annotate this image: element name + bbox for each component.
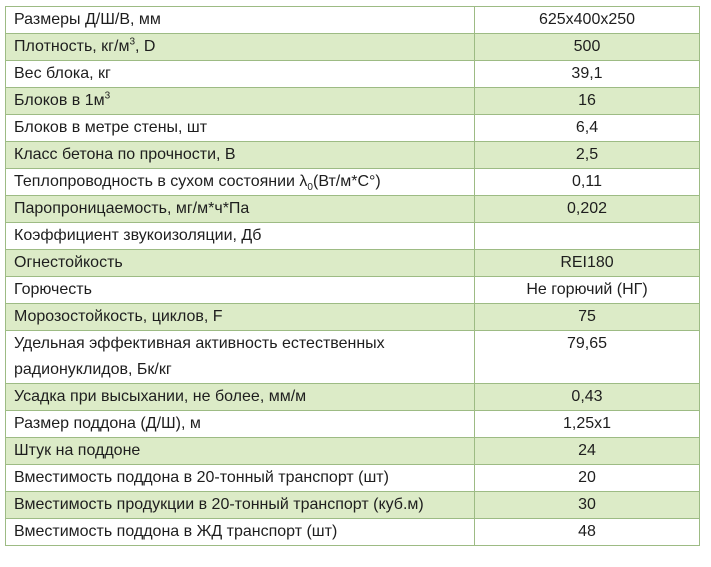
value-cell: 2,5 — [475, 142, 700, 169]
table-row — [6, 331, 700, 384]
value-cell: 6,4 — [475, 115, 700, 142]
table-row — [6, 34, 700, 61]
table-row — [6, 304, 700, 331]
table-row — [6, 411, 700, 438]
specifications-table — [5, 6, 700, 546]
value-cell: 500 — [475, 34, 700, 61]
param-cell: Усадка при высыхании, не более, мм/м — [6, 384, 475, 411]
param-cell: Вместимость поддона в 20-тонный транспорт (шт) — [6, 465, 475, 492]
table-row — [6, 88, 700, 115]
table-row — [6, 61, 700, 88]
param-cell: Паропроницаемость, мг/м*ч*Па — [6, 196, 475, 223]
table-row — [6, 250, 700, 277]
value-cell: 75 — [475, 304, 700, 331]
param-cell: Блоков в метре стены, шт — [6, 115, 475, 142]
param-cell: Теплопроводность в сухом состоянии $\lambda_0(Вт/м*С^\circ)$ — [6, 169, 475, 196]
value-cell: 0,202 — [475, 196, 700, 223]
param-cell: Вместимость поддона в ЖД транспорт (шт) — [6, 519, 475, 546]
table-row — [6, 196, 700, 223]
param-cell: Удельная эффективная активность естественных радионуклидов, Бк/кг — [6, 331, 475, 384]
table-row — [6, 519, 700, 546]
value-cell: 625x400x250 — [475, 7, 700, 34]
table-row — [6, 115, 700, 142]
value-cell: 0,11 — [475, 169, 700, 196]
table-row — [6, 465, 700, 492]
value-cell: 48 — [475, 519, 700, 546]
param-cell: Коэффициент звукоизоляции, Дб — [6, 223, 475, 250]
value-cell: Не горючий (НГ) — [475, 277, 700, 304]
param-cell: Вместимость продукции в 20-тонный транспорт (куб.м) — [6, 492, 475, 519]
value-cell — [475, 223, 700, 250]
value-cell: 0,43 — [475, 384, 700, 411]
param-cell: Вес блока, кг — [6, 61, 475, 88]
param-cell: Огнестойкость — [6, 250, 475, 277]
table-row — [6, 7, 700, 34]
value-cell: REI180 — [475, 250, 700, 277]
param-cell: Блоков в $1м^3$ — [6, 88, 475, 115]
param-cell: Горючесть — [6, 277, 475, 304]
param-cell: Класс бетона по прочности, В — [6, 142, 475, 169]
param-cell: Штук на поддоне — [6, 438, 475, 465]
value-cell: 20 — [475, 465, 700, 492]
param-cell: Размеры Д/Ш/В, мм — [6, 7, 475, 34]
value-cell: 16 — [475, 88, 700, 115]
value-cell: 24 — [475, 438, 700, 465]
table-row — [6, 492, 700, 519]
param-cell: Морозостойкость, циклов, F — [6, 304, 475, 331]
value-cell: 30 — [475, 492, 700, 519]
table-row — [6, 277, 700, 304]
value-cell: 79,65 — [475, 331, 700, 384]
table-row — [6, 438, 700, 465]
param-cell: Размер поддона (Д/Ш), м — [6, 411, 475, 438]
value-cell: 39,1 — [475, 61, 700, 88]
table-row — [6, 142, 700, 169]
table-row — [6, 169, 700, 196]
table-row — [6, 223, 700, 250]
value-cell: 1,25x1 — [475, 411, 700, 438]
param-cell: Плотность, $кг/м^3$, D — [6, 34, 475, 61]
table-row — [6, 384, 700, 411]
